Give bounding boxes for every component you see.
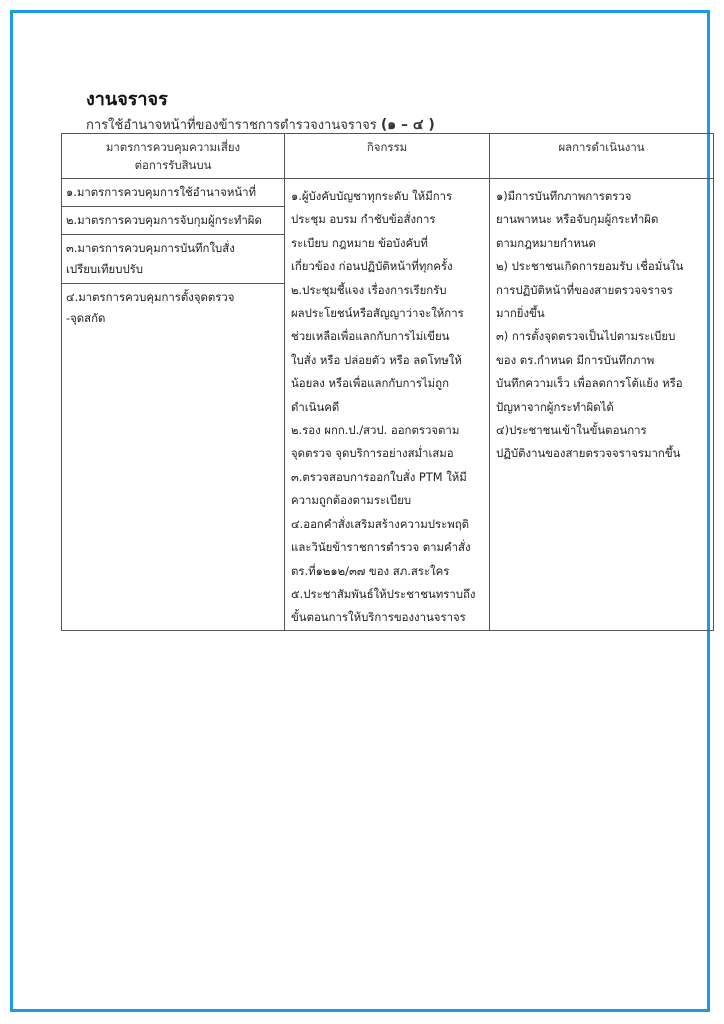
measure-item	[62, 284, 284, 332]
result-line: ๑)มีการบันทึกภาพการตรวจ	[496, 189, 632, 203]
measure-line: เปรียบเทียบปรับ	[66, 262, 144, 276]
activity-line: ขั้นตอนการให้บริการของงานจราจร	[291, 610, 466, 625]
activity-line: ๑.ผู้บังคับบัญชาทุกระดับ ให้มีการ	[291, 189, 453, 203]
activities-cell	[285, 179, 490, 631]
header-activities	[285, 134, 490, 179]
activity-line: ตร.ที่๑๒๑๒/๓๗ ของ สภ.สระใคร	[291, 563, 450, 578]
result-line: ปัญหาจากผู้กระทำผิดได้	[496, 399, 614, 414]
activity-line: ๕.ประชาสัมพันธ์ให้ประชาชนทราบถึง	[291, 586, 476, 601]
activity-line: น้อยลง หรือเพื่อแลกกับการไม่ถูก	[291, 376, 449, 391]
measure-item	[62, 179, 284, 207]
activity-line: เกี่ยวข้อง ก่อนปฏิบัติหน้าที่ทุกครั้ง	[291, 259, 453, 274]
measure-item	[62, 207, 284, 235]
activity-line: จุดตรวจ จุดบริการอย่างสม่ำเสมอ	[291, 446, 454, 461]
result-line: ปฏิบัติงานของสายตรวจจราจรมากขึ้น	[496, 446, 681, 461]
subtitle-number: (๑ – ๔ )	[380, 117, 435, 133]
result-line: ตามกฎหมายกำหนด	[496, 235, 596, 250]
activity-line: ๒.รอง ผกก.ป./สวป. ออกตรวจตาม	[291, 423, 460, 438]
header-line: มาตรการควบคุมความเสี่ยง	[105, 140, 241, 154]
activity-line: ความถูกต้องตามระเบียบ	[291, 493, 412, 508]
result-line: ๒) ประชาชนเกิดการยอมรับ เชื่อมั่นใน	[496, 259, 684, 274]
results-text	[490, 179, 713, 466]
activity-line: ระเบียบ กฎหมาย ข้อบังคับที่	[291, 235, 428, 250]
result-line: ๔)ประชาชนเข้าในขั้นตอนการ	[496, 423, 647, 438]
activity-line: ๒.ประชุมชี้แจง เรื่องการเรียกรับ	[291, 282, 447, 297]
header-results	[490, 134, 714, 179]
table-row	[62, 179, 714, 631]
activity-line: ๓.ตรวจสอบการออกใบสั่ง PTM ให้มี	[291, 469, 467, 484]
activity-line: ผลประโยชน์หรือสัญญาว่าจะให้การ	[291, 306, 464, 321]
header-line: ผลการดำเนินงาน	[558, 140, 645, 154]
activity-line: ดำเนินคดี	[291, 399, 340, 414]
results-cell	[490, 179, 714, 631]
result-line: บันทึกความเร็ว เพื่อลดการโต้แย้ง หรือ	[496, 376, 683, 391]
measure-item	[62, 235, 284, 284]
measure-line: ๔.มาตรการควบคุมการตั้งจุดตรวจ	[66, 290, 235, 304]
header-line: กิจกรรม	[366, 140, 408, 154]
activity-line: ประชุม อบรม กำชับข้อสั่งการ	[291, 212, 436, 227]
risk-control-table	[61, 133, 714, 631]
header-measures	[62, 134, 285, 179]
header-line: ต่อการรับสินบน	[134, 158, 212, 172]
activity-line: ช่วยเหลือเพื่อแลกกับการไม่เขียน	[291, 329, 450, 344]
page-heading: งานจราจร	[86, 89, 168, 110]
activity-line: ใบสั่ง หรือ ปล่อยตัว หรือ ลดโทษให้	[291, 352, 462, 367]
activity-line: ๔.ออกคำสั่งเสริมสร้างความประพฤติ	[291, 516, 470, 531]
table-header-row	[62, 134, 714, 179]
measure-line: ๓.มาตรการควบคุมการบันทึกใบสั่ง	[66, 241, 235, 255]
result-line: ๓) การตั้งจุดตรวจเป็นไปตามระเบียบ	[496, 329, 676, 344]
result-line: มากยิ่งขึ้น	[496, 306, 545, 321]
result-line: ยานพาหนะ หรือจับกุมผู้กระทำผิด	[496, 212, 659, 227]
measure-line: ๒.มาตรการควบคุมการจับกุมผู้กระทำผิด	[66, 213, 262, 227]
measure-line: ๑.มาตรการควบคุมการใช้อำนาจหน้าที่	[66, 185, 257, 199]
result-line: การปฏิบัติหน้าที่ของสายตรวจจราจร	[496, 282, 673, 297]
subtitle-text: การใช้อำนาจหน้าที่ของข้าราชการตำรวจงานจราจร	[86, 118, 377, 133]
result-line: ของ ตร.กำหนด มีการบันทึกภาพ	[496, 352, 655, 367]
activity-line: และวินัยข้าราชการตำรวจ ตามคำสั่ง	[291, 540, 471, 555]
measure-line: -จุดสกัด	[66, 311, 106, 325]
measures-cell	[62, 179, 285, 631]
activities-text	[285, 179, 489, 630]
